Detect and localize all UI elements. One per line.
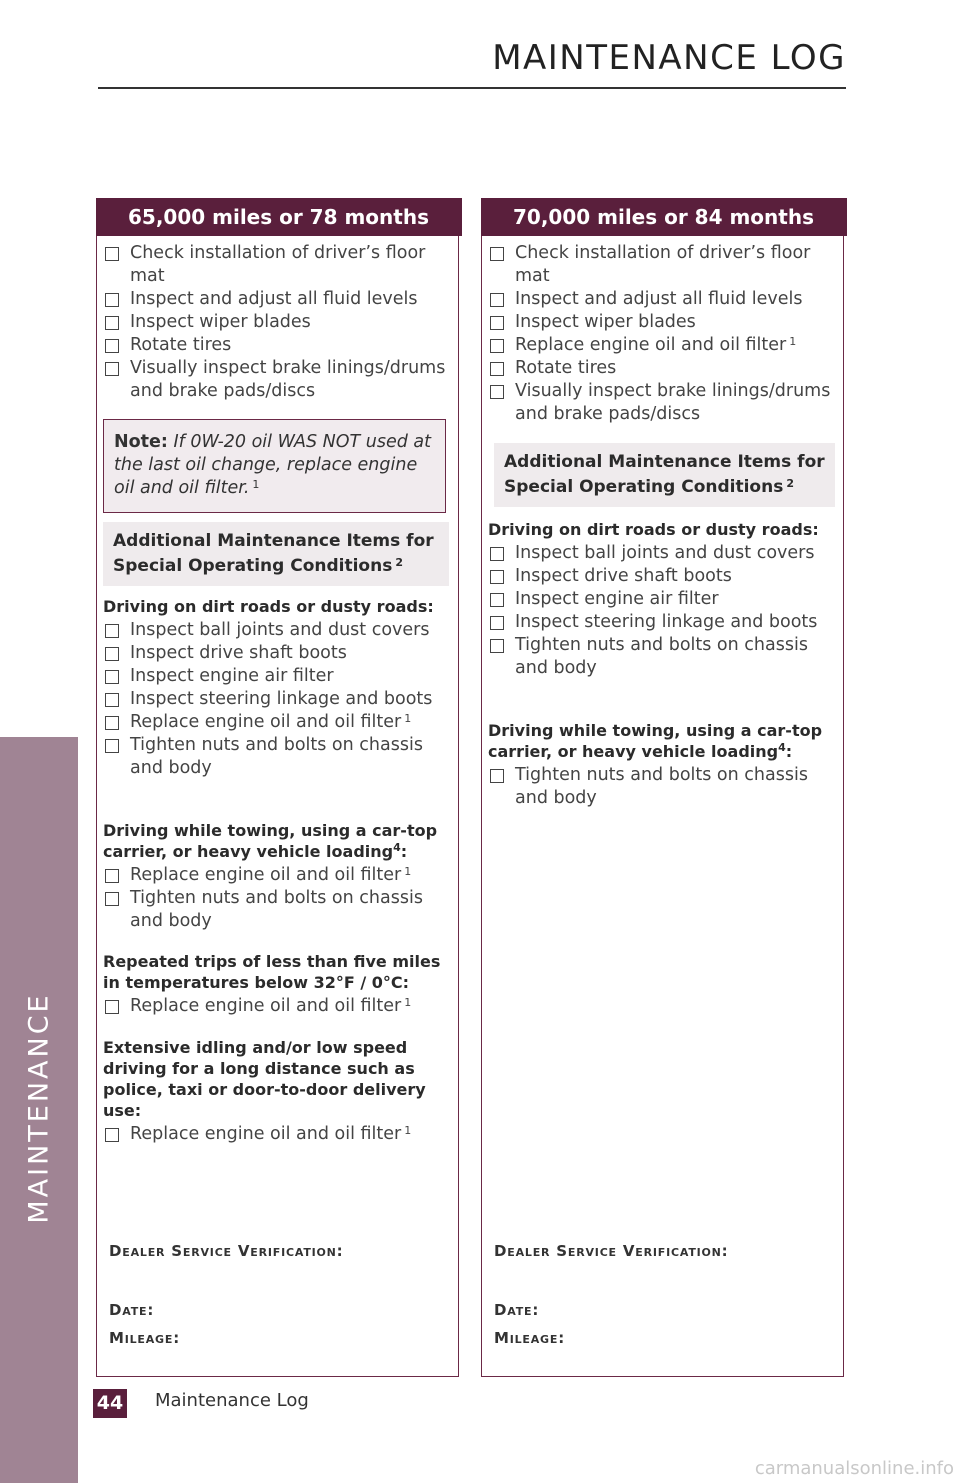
checklist-item-label: Tighten nuts and bolts on chassis and body (515, 635, 808, 678)
checklist-item (103, 711, 459, 734)
checklist-item-label: Inspect engine air filter (130, 666, 334, 686)
condition-title-suffix: : (400, 842, 408, 861)
checkbox[interactable] (490, 639, 504, 653)
additional-items-text: Additional Maintenance Items for Special Operating Conditions (504, 452, 825, 497)
checklist-item-label: Replace engine oil and oil filter (130, 865, 402, 885)
checklist-item-label: Inspect engine air filter (515, 589, 719, 609)
checklist-item (103, 642, 459, 665)
note-text: If 0W-20 oil WAS NOT used at the last oil change, replace engine oil and oil filter. (114, 432, 432, 498)
checklist-item-label: Tighten nuts and bolts on chassis and body (130, 735, 423, 778)
checkbox[interactable] (105, 739, 119, 753)
checkbox[interactable] (490, 385, 504, 399)
checklist-item (488, 611, 844, 634)
checklist-item-label: Tighten nuts and bolts on chassis and body (130, 888, 423, 931)
page-title: MAINTENANCE LOG (492, 38, 846, 78)
checklist-item (488, 311, 844, 334)
checkbox[interactable] (105, 647, 119, 661)
checklist-item-label: Visually inspect brake linings/drums and brake pads/discs (515, 381, 831, 424)
checkbox[interactable] (105, 339, 119, 353)
condition-title-text: Repeated trips of less than five miles in temperatures below 32°F / 0°C: (103, 952, 441, 992)
checkbox[interactable] (105, 869, 119, 883)
mileage-label: Mileage: (109, 1329, 180, 1347)
condition-title-text: Driving while towing, using a car-top carrier, or heavy vehicle loading (103, 821, 438, 861)
checklist (488, 242, 844, 426)
checklist-item-label: Inspect ball joints and dust covers (515, 543, 815, 563)
interval-heading: 70,000 miles or 84 months (481, 198, 847, 236)
checklist-item (103, 357, 459, 403)
checkbox[interactable] (105, 670, 119, 684)
footer-section-label: Maintenance Log (155, 1390, 309, 1411)
interval-65000-panel (96, 198, 459, 1377)
checkbox[interactable] (105, 1000, 119, 1014)
checklist-item (103, 995, 459, 1018)
condition-title-text: Driving on dirt roads or dusty roads: (103, 597, 434, 616)
condition-title-suffix: : (785, 742, 793, 761)
checkbox[interactable] (105, 1128, 119, 1142)
checklist-item (103, 242, 459, 288)
additional-items-heading (103, 522, 449, 586)
date-label: Date: (494, 1301, 540, 1319)
checklist-item-label: Visually inspect brake linings/drums and brake pads/discs (130, 358, 446, 401)
page-number: 44 (93, 1389, 127, 1418)
checklist-item-label: Check installation of driver’s floor mat (130, 243, 426, 286)
checklist-item-label: Replace engine oil and oil filter (130, 712, 402, 732)
checklist-item (488, 565, 844, 588)
section-side-tab-label: MAINTENANCE (23, 992, 55, 1224)
condition-section (488, 720, 844, 810)
checklist-item (488, 380, 844, 426)
footnote-marker: 1 (404, 1124, 412, 1137)
checkbox[interactable] (490, 547, 504, 561)
checklist-item-label: Tighten nuts and bolts on chassis and body (515, 765, 808, 808)
footnote-marker: 1 (404, 712, 412, 725)
checklist-item-label: Inspect wiper blades (515, 312, 696, 332)
condition-section (103, 1037, 459, 1146)
checklist-item-label: Inspect ball joints and dust covers (130, 620, 430, 640)
additional-items-text: Additional Maintenance Items for Special Operating Conditions (113, 531, 434, 576)
condition-title-text: Extensive idling and/or low speed driving for a long distance such as police, taxi or door-to-door delivery use: (103, 1038, 426, 1120)
checklist-item-label: Check installation of driver’s floor mat (515, 243, 811, 286)
checklist-item-label: Inspect and adjust all fluid levels (130, 289, 418, 309)
footnote-marker: 1 (789, 335, 797, 348)
checkbox[interactable] (105, 716, 119, 730)
condition-title (103, 1037, 459, 1121)
oil-note (103, 419, 446, 513)
condition-title-text: Driving while towing, using a car-top carrier, or heavy vehicle loading (488, 721, 823, 761)
checklist-item (103, 887, 459, 933)
checkbox[interactable] (490, 570, 504, 584)
checklist-item-label: Inspect steering linkage and boots (130, 689, 433, 709)
checklist-item (488, 634, 844, 680)
checklist-item (103, 665, 459, 688)
title-divider (98, 87, 846, 89)
checkbox[interactable] (105, 892, 119, 906)
mileage-label: Mileage: (494, 1329, 565, 1347)
condition-title (103, 820, 459, 862)
checkbox[interactable] (490, 247, 504, 261)
checkbox[interactable] (105, 293, 119, 307)
condition-title (488, 720, 844, 762)
checklist-item (103, 311, 459, 334)
checklist-item-label: Inspect steering linkage and boots (515, 612, 818, 632)
condition-section (103, 951, 459, 1018)
checklist-item-label: Replace engine oil and oil filter (130, 1124, 402, 1144)
interval-70000-panel (481, 198, 844, 1377)
checkbox[interactable] (490, 293, 504, 307)
checkbox[interactable] (105, 362, 119, 376)
interval-heading: 65,000 miles or 78 months (96, 198, 462, 236)
checkbox[interactable] (105, 693, 119, 707)
checklist-item-label: Replace engine oil and oil filter (515, 335, 787, 355)
checklist-item-label: Replace engine oil and oil filter (130, 996, 402, 1016)
checkbox[interactable] (490, 616, 504, 630)
checklist-item-label: Inspect drive shaft boots (515, 566, 732, 586)
checklist-item (488, 334, 844, 357)
footnote-marker: 1 (404, 996, 412, 1009)
checkbox[interactable] (105, 316, 119, 330)
checklist-item (103, 864, 459, 887)
checklist-item-label: Inspect and adjust all fluid levels (515, 289, 803, 309)
checklist-item-label: Inspect drive shaft boots (130, 643, 347, 663)
condition-title (103, 596, 459, 617)
note-label: Note: (114, 432, 168, 452)
checklist-item (103, 734, 459, 780)
condition-title-text: Driving on dirt roads or dusty roads: (488, 520, 819, 539)
checkbox[interactable] (490, 339, 504, 353)
footnote-marker: 1 (404, 865, 412, 878)
checkbox[interactable] (105, 247, 119, 261)
checklist-item (103, 288, 459, 311)
checklist-item (103, 1123, 459, 1146)
checklist-item (103, 688, 459, 711)
condition-section (103, 596, 459, 780)
checklist-item (488, 357, 844, 380)
condition-section (103, 820, 459, 933)
additional-items-heading (494, 443, 835, 507)
checklist-item (488, 242, 844, 288)
additional-items-footnote: 2 (395, 556, 403, 569)
additional-items-footnote: 2 (786, 477, 794, 490)
checklist-item-label: Rotate tires (130, 335, 232, 355)
checklist-item-label: Inspect wiper blades (130, 312, 311, 332)
checkbox[interactable] (490, 769, 504, 783)
checklist-item (103, 619, 459, 642)
checklist-item (488, 764, 844, 810)
dealer-verification-label: Dealer Service Verification: (494, 1242, 729, 1260)
checklist-item (103, 334, 459, 357)
condition-title (103, 951, 459, 993)
checklist-item (488, 288, 844, 311)
checkbox[interactable] (490, 316, 504, 330)
note-footnote: 1 (252, 478, 260, 491)
checklist-item (488, 542, 844, 565)
checkbox[interactable] (490, 362, 504, 376)
watermark: carmanualsonline.info (754, 1458, 954, 1479)
checklist (103, 242, 459, 403)
checklist-item (488, 588, 844, 611)
footnote-marker: 4 (778, 741, 786, 754)
checkbox[interactable] (105, 624, 119, 638)
dealer-verification-label: Dealer Service Verification: (109, 1242, 344, 1260)
checklist-item-label: Rotate tires (515, 358, 617, 378)
footnote-marker: 4 (393, 841, 401, 854)
condition-title (488, 519, 844, 540)
condition-section (488, 519, 844, 680)
date-label: Date: (109, 1301, 155, 1319)
checkbox[interactable] (490, 593, 504, 607)
